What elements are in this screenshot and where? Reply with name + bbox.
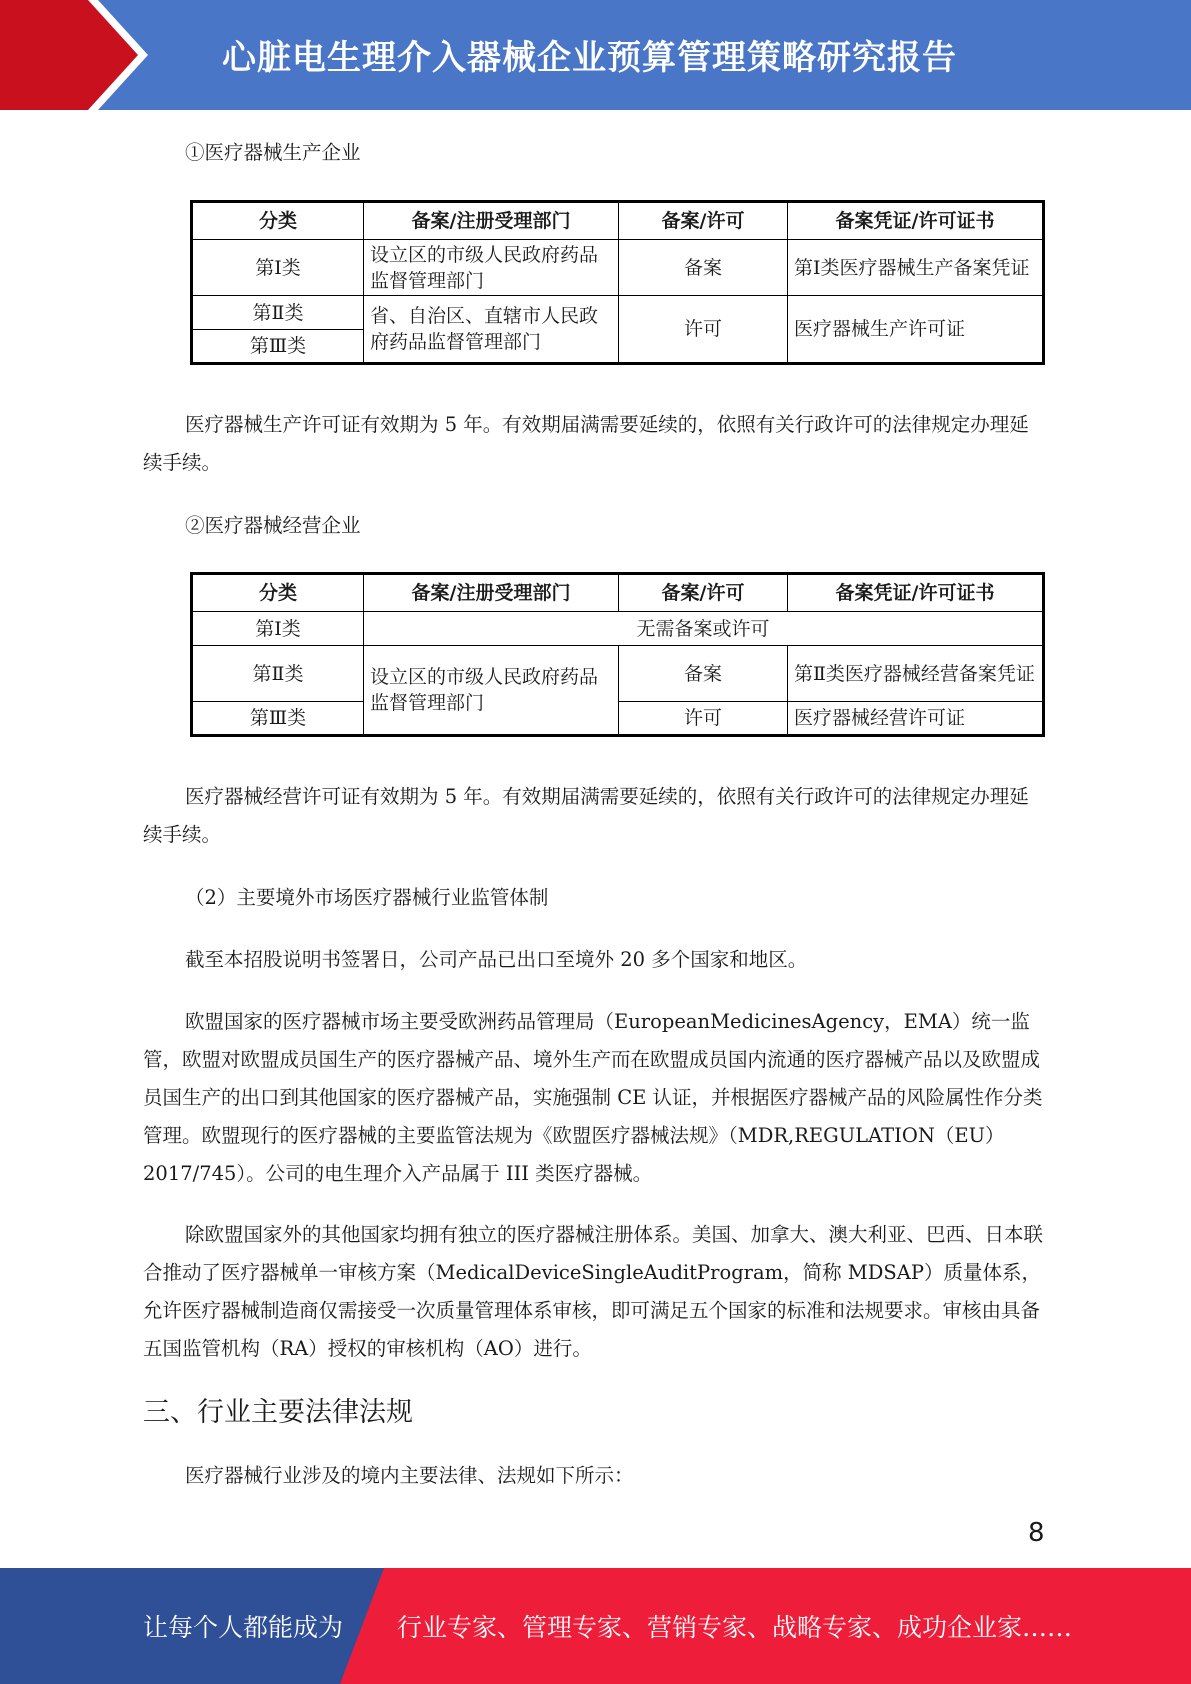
merged-cell: 无需备案或许可: [364, 612, 1044, 646]
type-cell: 备案: [619, 646, 788, 702]
category-cell: 第Ⅲ类: [192, 330, 364, 364]
category-cell: 第Ⅰ类: [192, 612, 364, 646]
overseas-paragraph-2: 欧盟国家的医疗器械市场主要受欧洲药品管理局（EuropeanMedicinesAgency，EMA）统一监管，欧盟对欧盟成员国生产的医疗器械产品、境外生产而在欧盟成员国内流通的医疗器械产品以及欧盟成员国生产的出口到其他国家的医疗器械产品，实施强制 CE 认证，并根据医疗器械产品的风险属性作分类管理。欧盟现行的医疗器械的主要监管法规为《欧盟医疗器械法规》（MDR,REGULATION（EU）2017/745）。公司的电生理介入产品属于 III 类医疗器械。: [143, 1010, 1043, 1185]
header-cell: 分类: [192, 202, 364, 240]
distribution-license-note: 医疗器械经营许可证有效期为 5 年。有效期届满需要延续的，依照有关行政许可的法律规定办理延续手续。: [143, 785, 1029, 846]
header-cell: 备案凭证/许可证书: [788, 574, 1044, 612]
department-cell: 省、自治区、直辖市人民政府药品监督管理部门: [364, 296, 619, 364]
page-footer: [0, 1568, 1191, 1684]
category-cell: 第Ⅱ类: [192, 296, 364, 330]
production-table: [190, 200, 1045, 365]
overseas-paragraph-3: 除欧盟国家外的其他国家均拥有独立的医疗器械注册体系。美国、加拿大、澳大利亚、巴西、日本联合推动了医疗器械单一审核方案（MedicalDeviceSingleAuditProgram，简称 MDSAP）质量体系，允许医疗器械制造商仅需接受一次质量管理体系审核，即可满足五个国家的标准和法规要求。审核由具备五国监管机构（RA）授权的审核机构（AO）进行。: [143, 1223, 1044, 1360]
type-cell: 许可: [619, 702, 788, 736]
certificate-cell: 第Ⅰ类医疗器械生产备案凭证: [788, 240, 1044, 296]
department-cell: 设立区的市级人民政府药品监督管理部门: [364, 646, 619, 736]
table-row: [192, 296, 1044, 330]
footer-slogan-right: 行业专家、管理专家、营销专家、战略专家、成功企业家……: [397, 1613, 1073, 1642]
table-header-row: [192, 202, 1044, 240]
header-cell: 备案凭证/许可证书: [788, 202, 1044, 240]
department-cell: 设立区的市级人民政府药品监督管理部门: [364, 240, 619, 296]
footer-slogan-left: 让每个人都能成为: [143, 1613, 344, 1642]
category-cell: 第Ⅰ类: [192, 240, 364, 296]
header-arrow-icon: [0, 0, 160, 110]
header-cell: 分类: [192, 574, 364, 612]
type-cell: 许可: [619, 296, 788, 364]
category-cell: 第Ⅱ类: [192, 646, 364, 702]
section-heading: 三、行业主要法律法规: [143, 1397, 413, 1428]
distribution-table: [190, 572, 1045, 737]
header-title: 心脏电生理介入器械企业预算管理策略研究报告: [222, 38, 957, 78]
header-cell: 备案/注册受理部门: [364, 202, 619, 240]
category-cell: 第Ⅲ类: [192, 702, 364, 736]
table-header-row: [192, 574, 1044, 612]
section3-intro: 医疗器械行业涉及的境内主要法律、法规如下所示：: [185, 1464, 634, 1487]
page-number: 8: [1028, 1518, 1045, 1548]
overseas-heading: （2）主要境外市场医疗器械行业监管体制: [185, 886, 549, 909]
header-cell: 备案/许可: [619, 574, 788, 612]
certificate-cell: 医疗器械经营许可证: [788, 702, 1044, 736]
overseas-paragraph-1: 截至本招股说明书签署日，公司产品已出口至境外 20 多个国家和地区。: [185, 948, 808, 971]
table-row: [192, 612, 1044, 646]
header-cell: 备案/注册受理部门: [364, 574, 619, 612]
type-cell: 备案: [619, 240, 788, 296]
section2-label: ②医疗器械经营企业: [185, 514, 361, 537]
header-cell: 备案/许可: [619, 202, 788, 240]
section1-label: ①医疗器械生产企业: [185, 141, 361, 164]
page-header: [0, 0, 1191, 110]
table-row: [192, 646, 1044, 702]
table-row: [192, 240, 1044, 296]
certificate-cell: 医疗器械生产许可证: [788, 296, 1044, 364]
production-license-note: 医疗器械生产许可证有效期为 5 年。有效期届满需要延续的，依照有关行政许可的法律规定办理延续手续。: [143, 413, 1029, 474]
certificate-cell: 第Ⅱ类医疗器械经营备案凭证: [788, 646, 1044, 702]
